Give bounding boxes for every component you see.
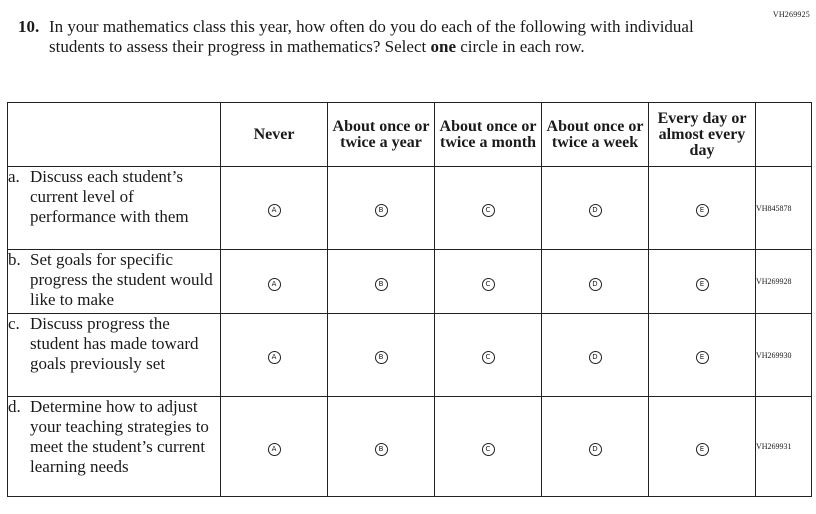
header-row [8,103,812,167]
row-label [8,397,221,497]
response-bubble-b[interactable]: B [375,351,388,364]
response-cell [435,250,542,314]
response-cell [649,167,756,250]
response-bubble-a[interactable]: A [268,278,281,291]
response-cell [328,314,435,397]
row-label [8,250,221,314]
response-bubble-a[interactable]: A [268,204,281,217]
row-text: Discuss each student’s current level of performance with them [30,167,189,226]
response-bubble-e[interactable]: E [696,351,709,364]
column-header-monthly: About once or twice a month [435,103,542,167]
table-row [8,397,812,497]
table-row [8,314,812,397]
header-blank-cell [8,103,221,167]
table-row [8,167,812,250]
response-bubble-d[interactable]: D [589,204,602,217]
response-cell [542,167,649,250]
question-number: 10. [18,17,40,36]
question-prompt [18,17,718,57]
response-grid [7,102,812,497]
response-cell [435,167,542,250]
response-bubble-e[interactable]: E [696,204,709,217]
question-text-part: circle in each row. [455,37,585,56]
row-letter: c. [8,314,20,333]
response-bubble-c[interactable]: C [482,278,495,291]
response-bubble-c[interactable]: C [482,204,495,217]
row-letter: a. [8,167,20,186]
row-label [8,314,221,397]
response-bubble-a[interactable]: A [268,443,281,456]
response-bubble-e[interactable]: E [696,443,709,456]
response-cell [649,250,756,314]
response-cell [649,314,756,397]
response-cell [221,397,328,497]
response-cell [221,314,328,397]
column-header-weekly: About once or twice a week [542,103,649,167]
response-cell [221,167,328,250]
response-bubble-b[interactable]: B [375,443,388,456]
row-item-code: VH845878 [756,167,812,250]
item-code: VH269925 [772,10,810,19]
response-bubble-b[interactable]: B [375,278,388,291]
response-bubble-c[interactable]: C [482,443,495,456]
response-bubble-a[interactable]: A [268,351,281,364]
row-item-code: VH269928 [756,250,812,314]
response-bubble-e[interactable]: E [696,278,709,291]
response-cell [542,397,649,497]
response-cell [542,314,649,397]
row-text: Set goals for specific progress the student would like to make [30,250,213,309]
response-bubble-d[interactable]: D [589,351,602,364]
response-cell [542,250,649,314]
row-letter: b. [8,250,21,269]
row-item-code: VH269931 [756,397,812,497]
question-text [49,17,718,57]
response-bubble-d[interactable]: D [589,278,602,291]
response-cell [435,397,542,497]
column-header-daily: Every day or almost every day [649,103,756,167]
response-bubble-b[interactable]: B [375,204,388,217]
response-cell [328,167,435,250]
row-text: Determine how to adjust your teaching strategies to meet the student’s current learning needs [30,397,209,476]
question-text-part: In your mathematics class this year, how often do you do each of the following with individual students to assess their progress in mathematics? Select [49,17,694,56]
question-text-emphasis: one [430,37,456,56]
column-header-yearly: About once or twice a year [328,103,435,167]
response-cell [328,397,435,497]
header-code-cell [756,103,812,167]
row-text: Discuss progress the student has made toward goals previously set [30,314,199,373]
table-row [8,250,812,314]
response-cell [328,250,435,314]
response-cell [221,250,328,314]
row-label [8,167,221,250]
response-cell [435,314,542,397]
row-item-code: VH269930 [756,314,812,397]
response-bubble-c[interactable]: C [482,351,495,364]
response-cell [649,397,756,497]
row-letter: d. [8,397,21,416]
response-bubble-d[interactable]: D [589,443,602,456]
column-header-never: Never [221,103,328,167]
